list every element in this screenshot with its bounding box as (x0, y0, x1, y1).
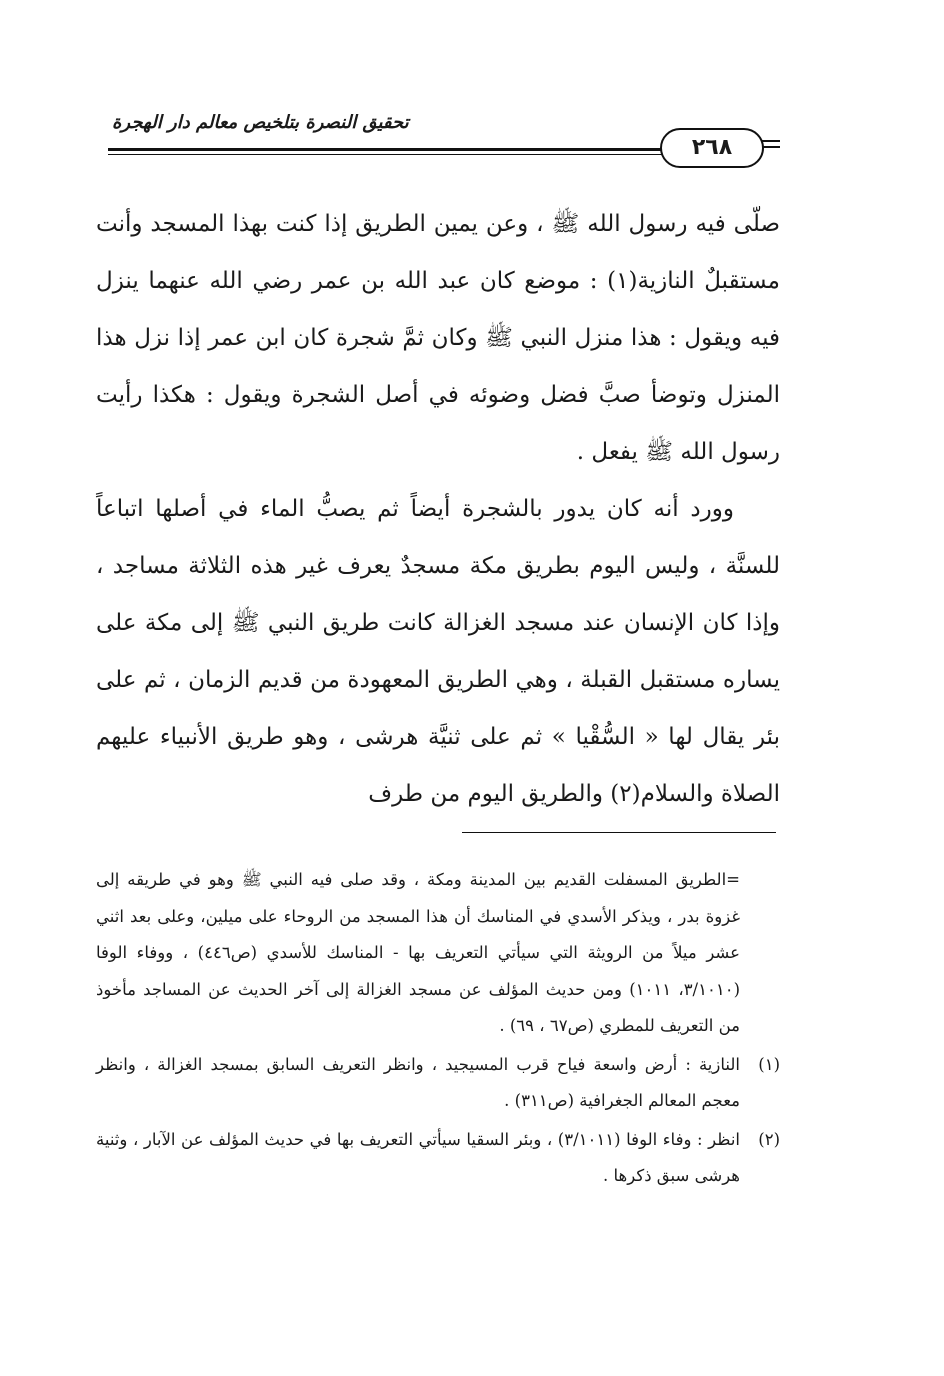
header-rule-thin (108, 154, 664, 155)
header-rule-thick (108, 148, 664, 151)
page-number-badge (660, 128, 764, 168)
footnote-item (96, 1122, 780, 1195)
main-text (96, 196, 780, 823)
footnote-number: (١) (758, 1054, 780, 1074)
badge-ornament-line (762, 140, 780, 142)
footnote-continued: =الطريق المسفلت القديم بين المدينة ومكة ، وقد صلى فيه النبي ﷺ وهو في طريقه إلى غزوة بدر ، ويذكر الأسدي في المناسك أن هذا المسجد من الروحاء على ميلين، وعلى بعد اثني عشر ميلاً من الرويثة التي سيأتي التعريف بها - المناسك للأسدي (ص٤٤٦) ، ووفاء الوفا (٣/١٠١٠، ١٠١١) ومن حديث المؤلف عن مسجد الغزالة إلى آخر الحديث عن المساجد مأخوذ من التعريف للمطري (ص٦٧ ، ٦٩) . (96, 870, 740, 1035)
footnote-separator (462, 832, 776, 833)
page-header (108, 96, 780, 176)
footnote-number: (٢) (758, 1129, 780, 1149)
footnote-text: النازية : أرض واسعة فياح قرب المسيجيد ، وانظر التعريف السابق بمسجد الغزالة ، وانظر معجم المعالم الجغرافية (ص٣١١) . (96, 1054, 740, 1110)
badge-ornament-line (762, 146, 780, 148)
paragraph: وورد أنه كان يدور بالشجرة أيضاً ثم يصبُّ الماء في أصلها اتباعاً للسنَّة ، وليس اليوم بطريق مكة مسجدٌ يعرف غير هذه الثلاثة مساجد ، وإذا كان الإنسان عند مسجد الغزالة كانت طريق النبي ﷺ إلى مكة على يساره مستقبل القبلة ، وهي الطريق المعهودة من قديم الزمان ، ثم على بئر يقال لها « السُّقْيا » ثم على ثنيَّة هرشى ، وهو طريق الأنبياء عليهم الصلاة والسلام(٢) والطريق اليوم من طرف (96, 496, 780, 807)
paragraph: صلّى فيه رسول الله ﷺ ، وعن يمين الطريق إذا كنت بهذا المسجد وأنت مستقبلٌ النازية(١) : موضع كان عبد الله بن عمر رضي الله عنهما ينزل فيه ويقول : هذا منزل النبي ﷺ وكان ثمَّ شجرة كان ابن عمر إذا نزل هذا المنزل وتوضأ صبَّ فضل وضوئه في أصل الشجرة ويقول : هكذا رأيت رسول الله ﷺ يفعل . (96, 211, 780, 465)
page-number: ٢٦٨ (691, 135, 733, 160)
footnotes (96, 862, 780, 1195)
footnote-item (96, 1047, 780, 1120)
running-title: تحقيق النصرة بتلخيص معالم دار الهجرة (112, 112, 409, 133)
footnote-text: انظر : وفاء الوفا (٣/١٠١١) ، وبئر السقيا سيأتي التعريف بها في حديث المؤلف عن الآبار ، وثنية هرشى سبق ذكرها . (96, 1129, 740, 1185)
